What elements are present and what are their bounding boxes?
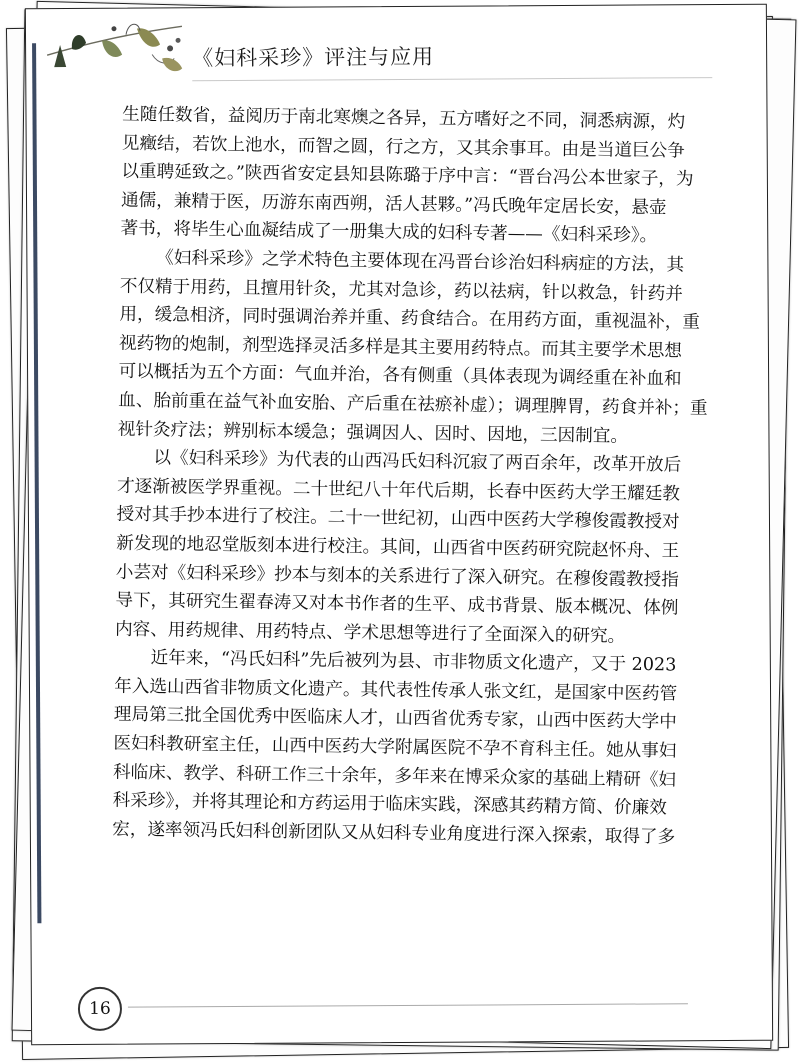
text-line: 生随任数省，益阅历于南北寒燠之各异，五方嗜好之不同，洞悉病源，灼 [122, 104, 686, 133]
text-line: 导下，其研究生翟春涛又对本书作者的生平、成书背景、版本概况、体例 [115, 590, 679, 619]
text-line: 医妇科教研室主任，山西中医药大学附属医院不孕不育科主任。她从事妇 [113, 733, 677, 762]
text-line: 著书，将毕生心血凝结成了一册集大成的妇科专著——《妇科采珍》。 [120, 219, 658, 247]
floral-ornament-icon [42, 14, 192, 85]
body-text [112, 101, 722, 853]
text-line: 用，缓急相济，同时强调治养并重、药食结合。在用药方面，重视温补，重 [119, 304, 701, 333]
page-number: 16 [89, 998, 111, 1019]
text-line: 可以概括为五个方面：气血并治，各有侧重（具体表现为调经重在补血和 [118, 361, 682, 390]
text-line: 新发现的地忍堂版刻本进行校注。其间，山西省中医药研究院赵怀舟、王 [116, 533, 680, 562]
book-page [25, 4, 773, 1046]
text-line: 小芸对《妇科采珍》抄本与刻本的关系进行了深入研究。在穆俊霞教授指 [115, 562, 679, 590]
text-line: 视针灸疗法；辨别标本缓急；强调因人、因时、因地，三因制宜。 [117, 419, 629, 447]
text-line: 不仅精于用药，且擅用针灸，尤其对急诊，药以祛病，针以救急，针药并 [119, 276, 683, 305]
text-line: 通儒，兼精于医，历游东南西朔，活人甚夥。”冯氏晚年定居长安，悬壶 [120, 190, 667, 219]
text-line: 授对其手抄本进行了校注。二十一世纪初，山西中医药大学穆俊霞教授对 [116, 504, 680, 533]
text-line: 科临床、教学、科研工作三十余年，多年来在博采众家的基础上精研《妇 [112, 762, 677, 791]
text-line: 见癥结，若饮上池水，而智之圆，行之方，又其余事耳。由是当道巨公争 [121, 133, 685, 162]
text-line: 才逐渐被医学界重视。二十世纪八十年代后期，长春中医药大学王耀廷教 [116, 476, 681, 505]
page-header [42, 5, 742, 89]
running-head-title: 《妇科采珍》评注与应用 [192, 44, 435, 71]
text-line: 理局第三批全国优秀中医临床人才，山西省优秀专家，山西中医药大学中 [113, 705, 677, 733]
page-number-badge [78, 987, 122, 1031]
text-line: 宏，遂率领冯氏妇科创新团队又从妇科专业角度进行深入探索，取得了多 [112, 819, 676, 848]
text-line: 年入选山西省非物质文化遗产。其代表性传承人张文红，是国家中医药管 [114, 676, 678, 705]
text-line: 视药物的炮制，剂型选择灵活多样是其主要用药特点。而其主要学术思想 [118, 333, 683, 362]
header-rule [192, 77, 712, 81]
text-line: 内容、用药规律、用药特点、学术思想等进行了全面深入的研究。 [114, 619, 626, 647]
text-line: 《妇科采珍》之学术特色主要体现在冯晋台诊治妇科病症的方法，其 [156, 248, 685, 276]
text-line: 以重聘延致之。”陕西省安定县知县陈璐于序中言：“晋台冯公本世家子，为 [121, 161, 694, 190]
text-line: 科采珍》，并将其理论和方药运用于临床实践，深感其药精方简、价廉效 [112, 790, 667, 819]
footer-rule [128, 1003, 688, 1007]
text-line: 以《妇科采珍》为代表的山西冯氏妇科沉寂了两百余年，改革开放后 [153, 448, 682, 476]
text-line: 血、胎前重在益气补血安胎、产后重在祛瘀补虚）；调理脾胃，药食并补；重 [118, 390, 708, 419]
text-line: 近年来，“冯氏妇科”先后被列为县、市非物质文化遗产，又于 2023 [150, 648, 677, 676]
page-edge-bar [32, 43, 41, 923]
